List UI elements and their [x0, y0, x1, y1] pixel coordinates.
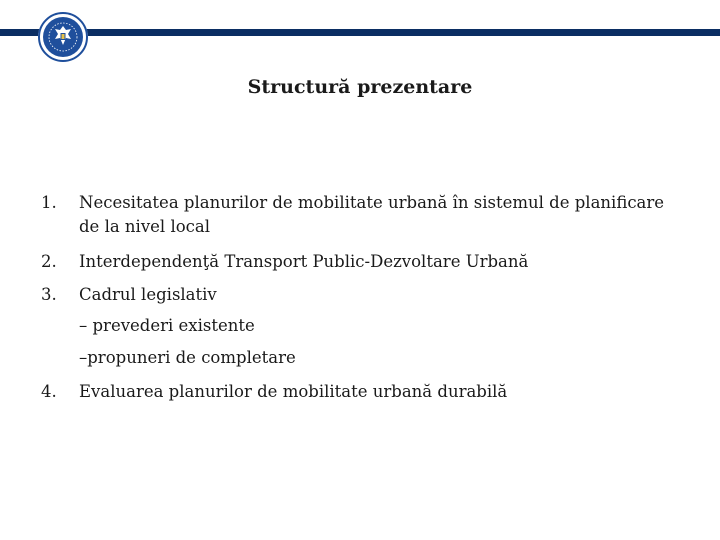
item-text: Evaluarea planurilor de mobilitate urbană durabilă — [79, 382, 508, 401]
slide-title: Structură prezentare — [247, 76, 473, 98]
item-number: 2. — [41, 252, 57, 271]
item-number: 1. — [41, 193, 57, 212]
list-subitem: –propuneri de completare — [79, 348, 296, 367]
item-number: 4. — [41, 382, 57, 401]
item-text: Necesitatea planurilor de mobilitate urbană în sistemul de planificare de la nivel local — [79, 193, 665, 236]
list-subitem: – prevederi existente — [79, 316, 255, 335]
item-text: Cadrul legislativ — [79, 285, 217, 304]
item-number: 3. — [41, 285, 57, 304]
item-text: Interdependenţă Transport Public-Dezvoltare Urbană — [79, 252, 529, 271]
